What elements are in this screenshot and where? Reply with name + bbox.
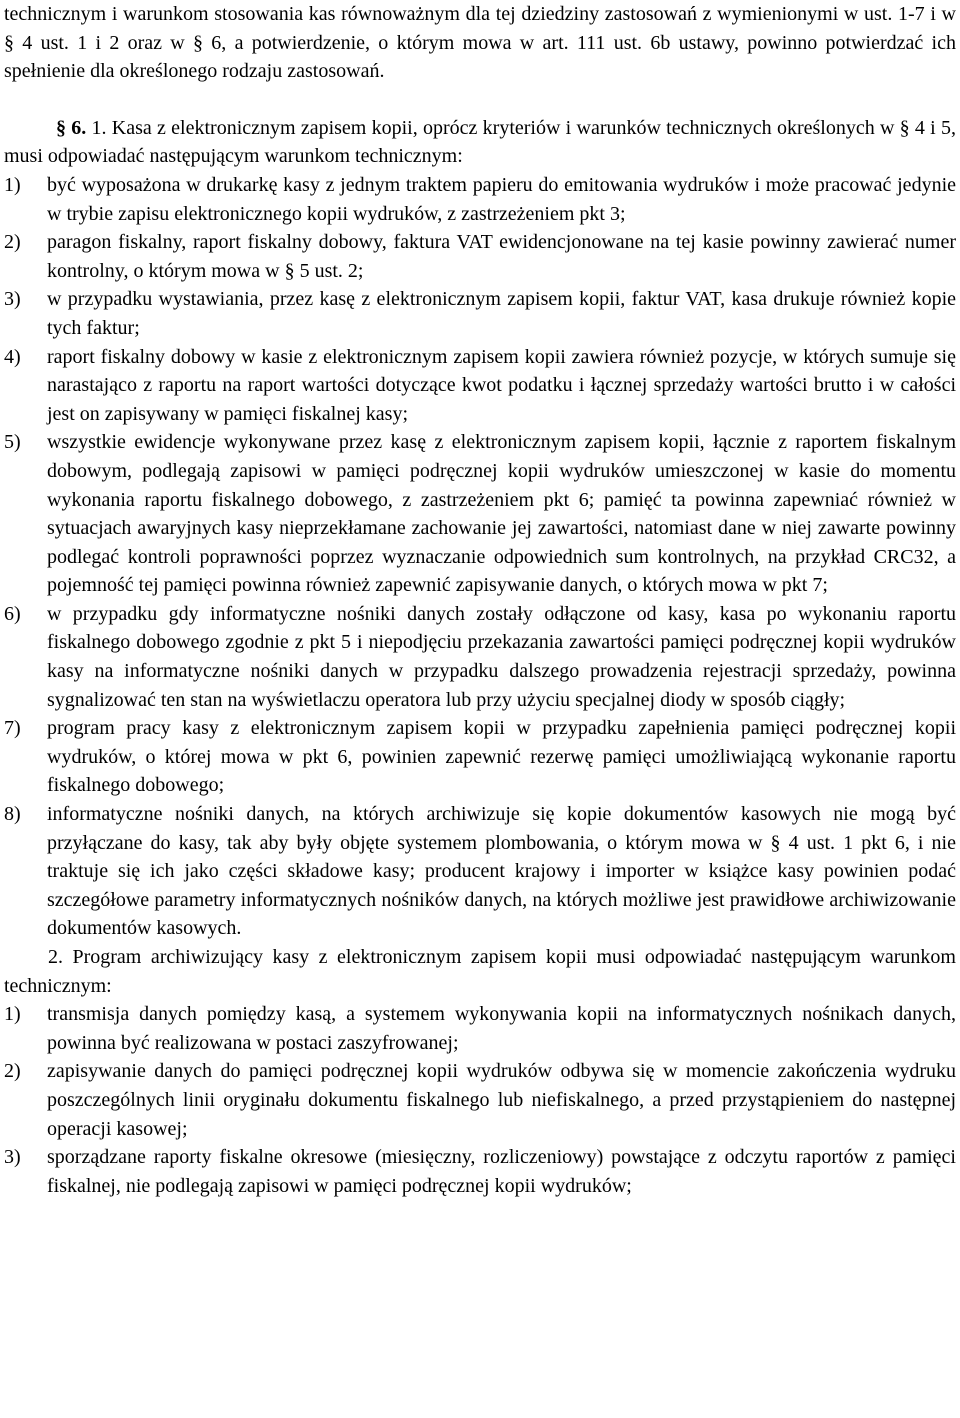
item-text: wszystkie ewidencje wykonywane przez kasę z elektronicznym zapisem kopii, łącznie z raportem fiskalnym dobowym, podlegają zapisowi w pamięci podręcznej kopii wydruków umieszczonej w kasie do momentu wykonania raportu fiskalnego dobowego, z zastrzeżeniem pkt 6; pamięć ta powinna zapewniać również w sytuacjach awaryjnych kasy nieprzekłamane zachowanie jej zawartości, natomiast dane w niej zawarte powinny podlegać kontroli poprawności poprzez wyznaczanie odpowiednich sum kontrolnych, na przykład CRC32, a pojemność tej pamięci powinna również zapewnić zapisywanie danych, o których mowa w pkt 7; — [47, 431, 956, 597]
item-text: sporządzane raporty fiskalne okresowe (miesięczny, rozliczeniowy) powstające z odczytu raportów z pamięci fiskalnej, nie podlegają zapisowi w pamięci podręcznej kopii wydruków; — [47, 1146, 956, 1197]
item-text: raport fiskalny dobowy w kasie z elektronicznym zapisem kopii zawiera również pozycje, w których sumuje się narastająco z raportu na raport wartości dotyczące kwot podatku i łącznej sprzedaży wartości brutto i w całości jest on zapisywany w pamięci fiskalnej kasy; — [47, 345, 956, 425]
item-text: zapisywanie danych do pamięci podręcznej kopii wydruków odbywa się w momencie zakończenia wydruku poszczególnych linii oryginału dokumentu fiskalnego lub niefiskalnego, a przed przystąpieniem do następnej operacji kasowej; — [47, 1060, 956, 1140]
list-item — [4, 228, 956, 285]
item-number: 1) — [4, 173, 21, 196]
section-body: 1. Kasa z elektronicznym zapisem kopii, oprócz kryteriów i warunków technicznych określonych w § 4 i 5, musi odpowiadać następującym warunkom technicznym: — [4, 116, 957, 168]
item-text: program pracy kasy z elektronicznym zapisem kopii w przypadku zapełnienia pamięci podręcznej kopii wydruków, o której mowa w pkt 6, powinien zapewnić rezerwę pamięci umożliwiającą wykonanie raportu fiskalnego dobowego; — [47, 717, 956, 797]
intro-paragraph: technicznym i warunkom stosowania kas równoważnym dla tej dziedziny zastosowań z wymienionymi w ust. 1-7 i w § 4 ust. 1 i 2 oraz w § 6, a potwierdzenie, o którym mowa w art. 111 ust. 6b ustawy, powinno potwierdzać ich spełnienie dla określonego rodzaju zastosowań. — [4, 3, 956, 83]
list-item — [4, 285, 956, 342]
subsection-2-paragraph — [4, 943, 956, 1000]
list-item — [4, 428, 956, 600]
item-number: 2) — [4, 231, 21, 254]
item-text: transmisja danych pomiędzy kasą, a systemem wykonywania kopii na informatycznych nośnikach danych, powinna być realizowana w postaci zaszyfrowanej; — [47, 1003, 956, 1054]
item-number: 8) — [4, 803, 21, 826]
item-number: 3) — [4, 1146, 21, 1169]
item-text: paragon fiskalny, raport fiskalny dobowy, faktura VAT ewidencjonowane na tej kasie powinny zawierać numer kontrolny, o którym mowa w § 5 ust. 2; — [47, 231, 956, 282]
subsection-heading: 2. — [48, 946, 63, 968]
list-item — [4, 1143, 956, 1200]
item-text: w przypadku gdy informatyczne nośniki danych zostały odłączone od kasy, kasa po wykonaniu raportu fiskalnego dobowego zgodnie z pkt 5 i niepodjęciu przekazania zawartości pamięci podręcznej kopii wydruków kasy na informatyczne nośniki danych w przypadku dalszego prowadzenia rejestracji sprzedaży, powinna sygnalizować ten stan na wyświetlaczu operatora lub przy użyciu specjalnej diody w sposób ciągły; — [47, 602, 956, 711]
section-heading: § 6. — [56, 116, 87, 139]
subsection-body: Program archiwizujący kasy z elektronicznym zapisem kopii musi odpowiadać następującym warunkom technicznym: — [4, 946, 956, 997]
section-6-paragraph — [4, 114, 956, 171]
list-item — [4, 600, 956, 714]
item-number: 4) — [4, 345, 21, 368]
list-item — [4, 343, 956, 429]
list-item — [4, 171, 956, 228]
section-items-list — [4, 171, 956, 943]
item-number: 6) — [4, 602, 21, 625]
item-number: 2) — [4, 1060, 21, 1083]
item-number: 5) — [4, 431, 21, 454]
item-number: 3) — [4, 288, 21, 311]
list-item — [4, 714, 956, 800]
item-text: informatyczne nośniki danych, na których archiwizuje się kopie dokumentów kasowych nie mogą być przyłączane do kasy, tak aby były objęte systemem plombowania, o którym mowa w § 4 ust. 1 pkt 6, i nie traktuje się ich jako części składowe kasy; producent krajowy i importer w książce kasy powinien podać szczegółowe parametry informatycznych nośników danych, na których możliwe jest prawidłowe archiwizowanie dokumentów kasowych. — [47, 803, 956, 940]
list-item — [4, 1000, 956, 1057]
item-number: 7) — [4, 717, 21, 740]
subsection-items-list — [4, 1000, 956, 1200]
list-item — [4, 1057, 956, 1143]
list-item — [4, 800, 956, 943]
item-text: być wyposażona w drukarkę kasy z jednym traktem papieru do emitowania wydruków i może pracować jedynie w trybie zapisu elektronicznego kopii wydruków, z zastrzeżeniem pkt 3; — [47, 173, 956, 225]
item-text: w przypadku wystawiania, przez kasę z elektronicznym zapisem kopii, faktur VAT, kasa drukuje również kopie tych faktur; — [47, 288, 956, 339]
item-number: 1) — [4, 1003, 21, 1026]
